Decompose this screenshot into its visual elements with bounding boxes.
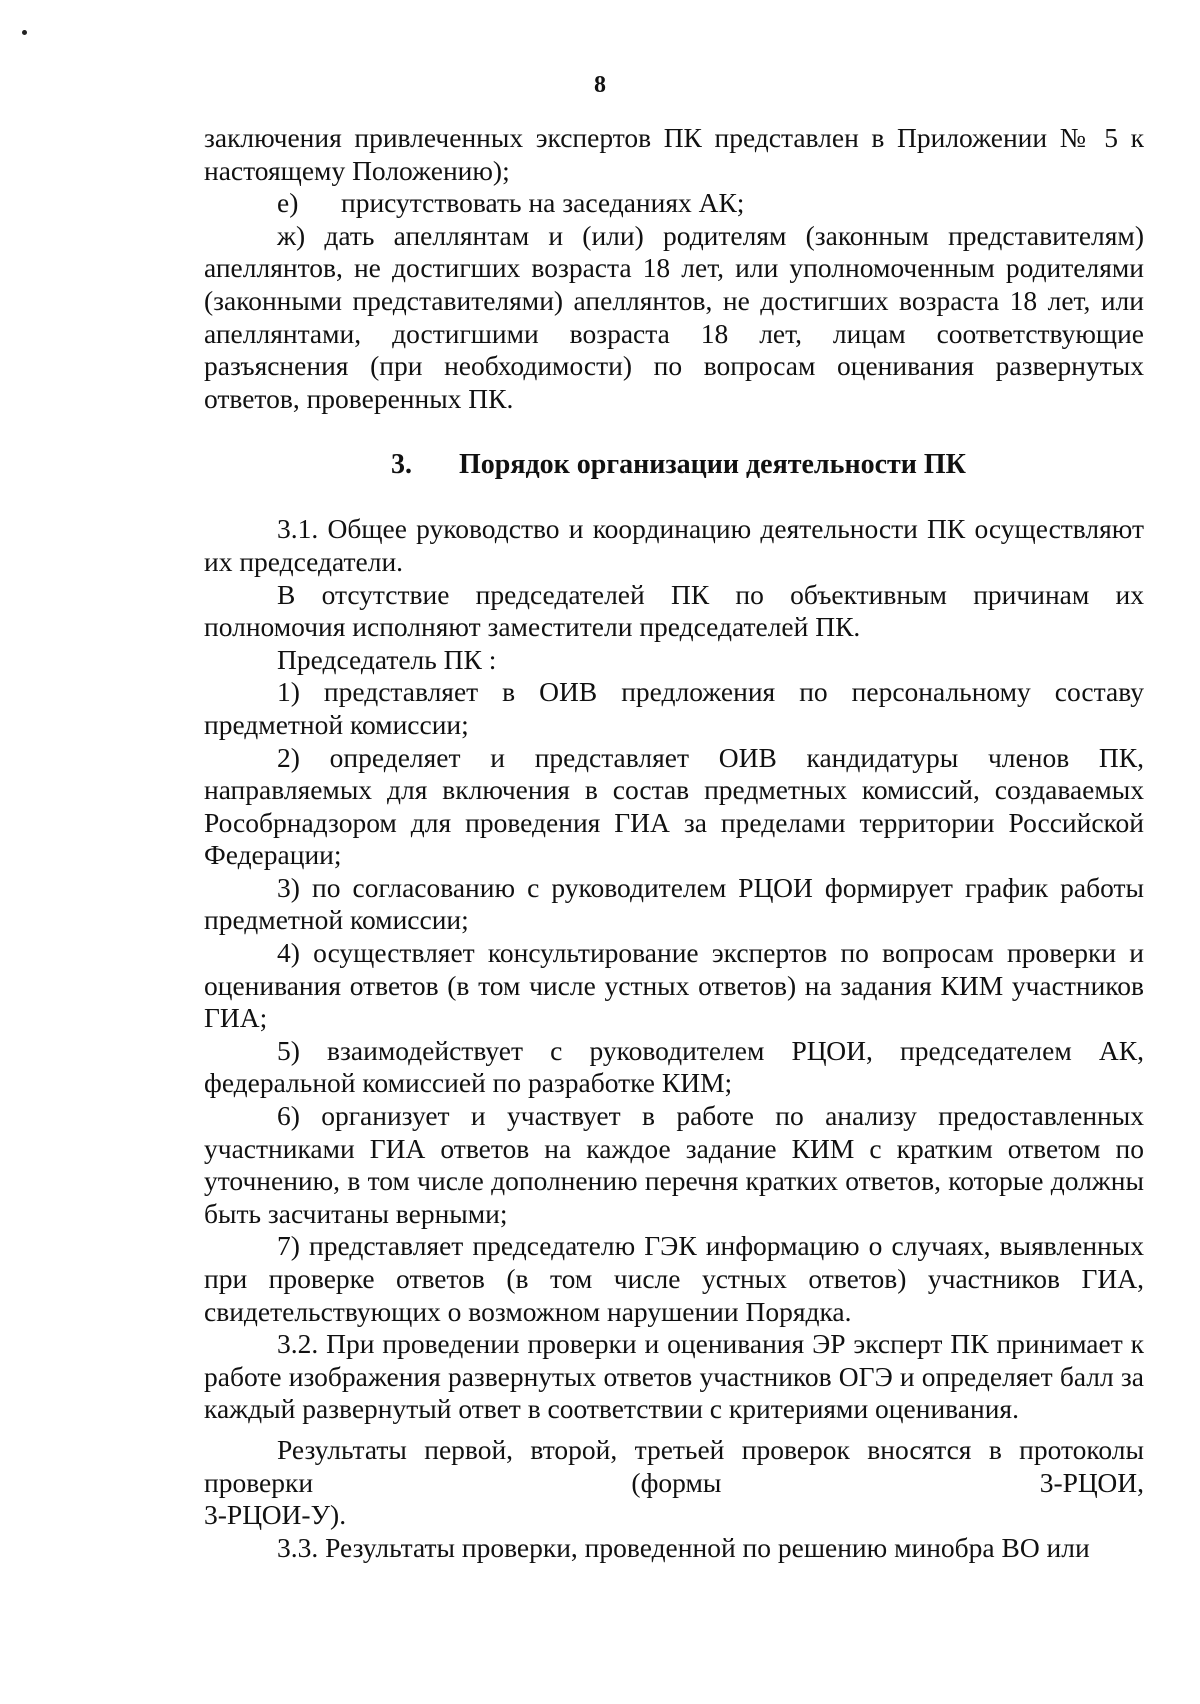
list-item-1: 1) представляет в ОИВ предложения по персональному составу предметной комиссии; bbox=[204, 676, 1144, 740]
list-item-4: 4) осуществляет консультирование экспертов по вопросам проверки и оценивания ответов (в том числе устных ответов) на задания КИМ участников ГИА; bbox=[204, 937, 1144, 1034]
scan-speck bbox=[22, 30, 27, 35]
list-item-6: 6) организует и участвует в работе по анализу предоставленных участниками ГИА ответов на каждое задание КИМ с кратким ответом по уточнению, в том числе дополнению перечня кратких ответов, которые должны быть засчитаны верными; bbox=[204, 1100, 1144, 1229]
paragraph-results-line-2: проверки (формы 3-РЦОИ, bbox=[204, 1466, 1144, 1498]
list-item-zh: ж) дать апеллянтам и (или) родителям (законным представителям) апеллянтов, не достигших возраста 18 лет, или уполномоченным родителями (законными представителями) апеллянтов, не достигших возраста 18 лет, или апеллянтами, достигшими возраста 18 лет, лицам соответствующие разъяснения (при необходимости) по вопросам оценивания развернутых ответов, проверенных ПК. bbox=[204, 219, 1144, 414]
paragraph-3-2: 3.2. При проведении проверки и оценивания ЭР эксперт ПК принимает к работе изображения развернутых ответов участников ОГЭ и определяет балл за каждый развернутый ответ в соответствии с критериями оценивания. bbox=[204, 1328, 1144, 1425]
list-item-2: 2) определяет и представляет ОИВ кандидатуры членов ПК, направляемых для включения в состав предметных комиссий, создаваемых Рособрнадзором для проведения ГИА за пределами территории Российской Федерации; bbox=[204, 741, 1144, 871]
list-item-e bbox=[204, 187, 1144, 220]
paragraph-3-3: 3.3. Результаты проверки, проведенной по решению минобра ВО или bbox=[277, 1531, 1090, 1563]
paragraph-chair-intro: Председатель ПК : bbox=[277, 643, 497, 675]
paragraph-results-line-1: Результаты первой, второй, третьей проверок вносятся в протоколы bbox=[277, 1433, 1144, 1465]
paragraph-3-1: 3.1. Общее руководство и координацию деятельности ПК осуществляют их председатели. bbox=[204, 513, 1144, 577]
section-heading bbox=[204, 449, 1144, 483]
list-item-7: 7) представляет председателю ГЭК информацию о случаях, выявленных при проверке ответов (в том числе устных ответов) участников ГИА, свидетельствующих о возможном нарушении Порядка. bbox=[204, 1230, 1144, 1327]
paragraph-results-line-3: 3-РЦОИ-У). bbox=[204, 1499, 347, 1531]
list-marker-e: е) bbox=[277, 187, 299, 219]
page-number: 8 bbox=[594, 72, 606, 98]
paragraph-appendix-reference: заключения привлеченных экспертов ПК представлен в Приложении № 5 к настоящему Положению); bbox=[204, 122, 1144, 186]
section-title: Порядок организации деятельности ПК bbox=[459, 449, 966, 481]
document-body bbox=[204, 122, 1144, 1564]
paragraph-spacer bbox=[204, 1426, 1144, 1434]
list-item-5: 5) взаимодействует с руководителем РЦОИ, председателем АК, федеральной комиссией по разработке КИМ; bbox=[204, 1034, 1144, 1099]
list-item-e-text: присутствовать на заседаниях АК; bbox=[341, 187, 745, 219]
section-number: 3. bbox=[391, 449, 412, 481]
list-item-3: 3) по согласованию с руководителем РЦОИ формирует график работы предметной комиссии; bbox=[204, 871, 1144, 936]
paragraph-absence: В отсутствие председателей ПК по объективным причинам их полномочия исполняют заместители председателей ПК. bbox=[204, 578, 1144, 643]
